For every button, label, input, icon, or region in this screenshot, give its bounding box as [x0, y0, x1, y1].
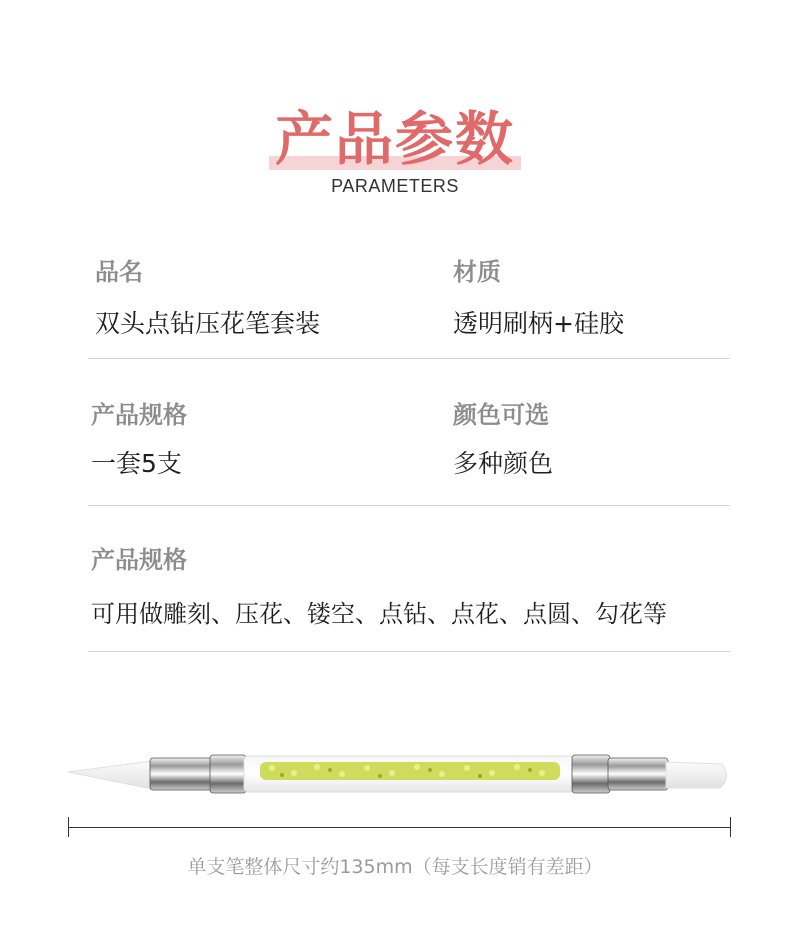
- divider: [88, 358, 730, 359]
- divider: [88, 651, 730, 652]
- length-ruler: [68, 827, 731, 828]
- pen-image: [62, 742, 738, 806]
- param-value-color: 多种颜色: [453, 449, 554, 478]
- left-ferrule: [150, 758, 212, 790]
- left-collar: [210, 755, 246, 793]
- param-value-usage: 可用做雕刻、压花、镂空、点钻、点花、点圆、勾花等: [91, 600, 667, 628]
- param-label-color: 颜色可选: [453, 401, 549, 429]
- divider: [88, 505, 730, 506]
- right-collar: [572, 755, 610, 793]
- right-tip: [666, 762, 727, 788]
- ruler-tick-left: [68, 817, 69, 837]
- param-label-usage: 产品规格: [91, 546, 187, 574]
- param-value-name: 双头点钻压花笔套装: [95, 309, 321, 338]
- param-value-material: 透明刷柄+硅胶: [453, 309, 624, 338]
- left-tip: [68, 761, 152, 789]
- page-title-wrap: [0, 92, 790, 176]
- param-value-spec: 一套5支: [91, 449, 182, 478]
- page-subtitle: PARAMETERS: [331, 176, 459, 196]
- right-ferrule: [608, 758, 668, 790]
- param-label-name: 品名: [95, 258, 143, 286]
- page-title: [275, 92, 515, 176]
- page-title-text: 产品参数: [274, 105, 515, 173]
- crystals: [260, 762, 560, 780]
- length-caption: 单支笔整体尺寸约135mm（每支长度销有差距）: [187, 856, 603, 878]
- ruler-tick-right: [730, 817, 731, 837]
- param-label-spec: 产品规格: [91, 401, 187, 429]
- param-label-material: 材质: [453, 258, 501, 286]
